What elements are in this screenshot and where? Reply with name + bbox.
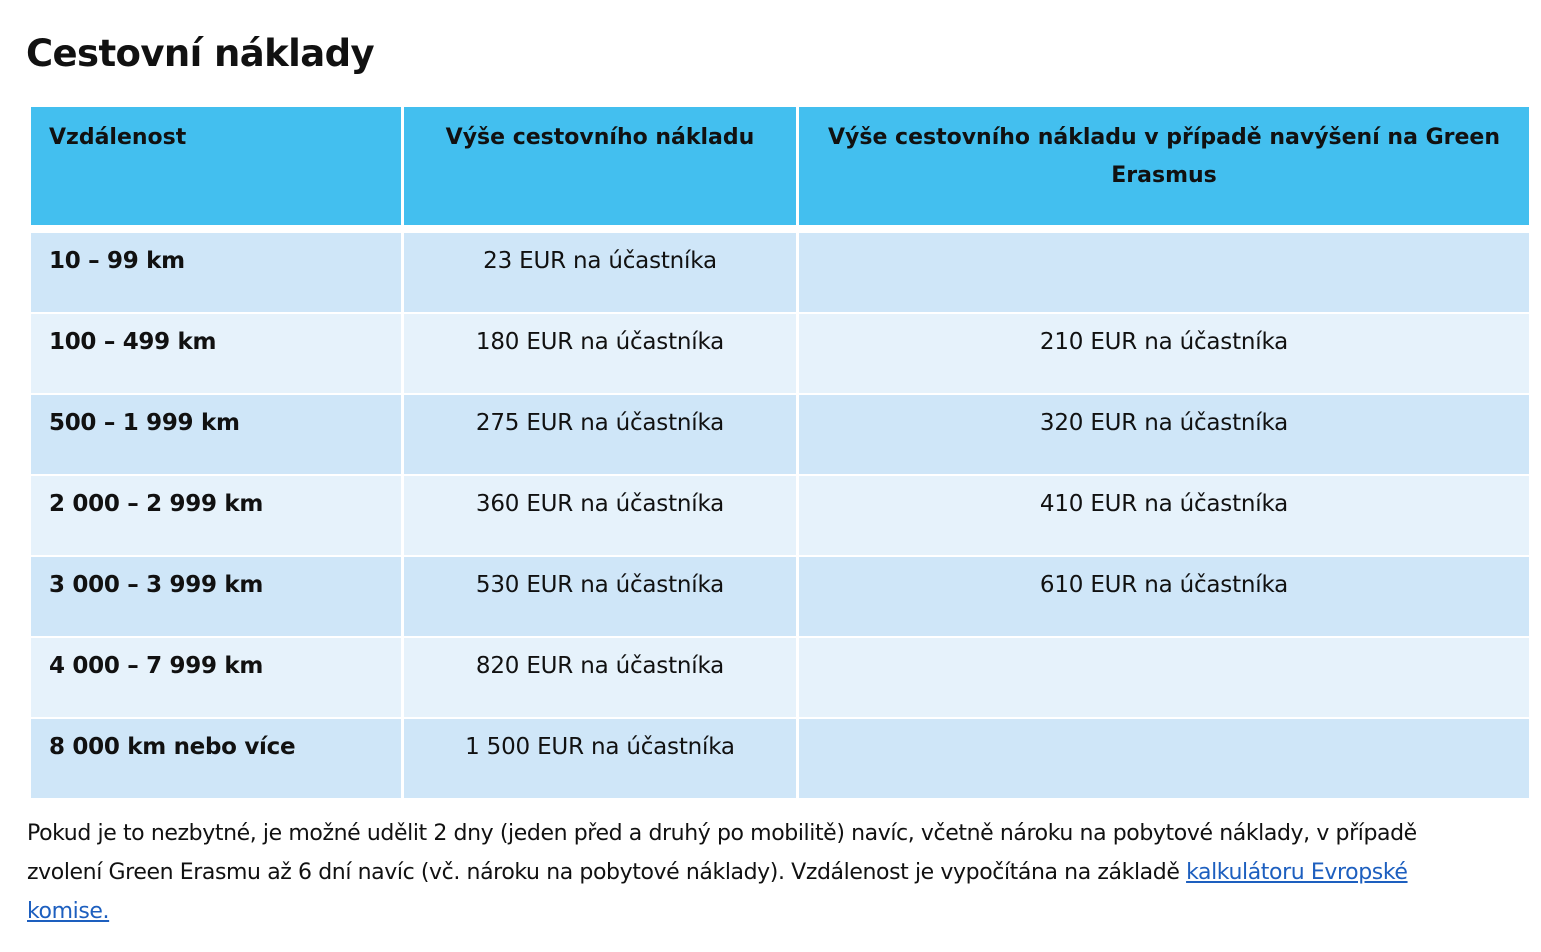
commission-calculator-link[interactable]: kalkulátoru Evropské komise. (27, 860, 1408, 924)
note-text: Pokud je to nezbytné, je možné udělit 2 dny (jeden před a druhý po mobilitě) navíc, včetně nároku na pobytové náklady, v případě zvolení Green Erasmu až 6 dní navíc (vč. nároku na pobytové náklady). Vzdálenost je vypočítána na základě (27, 821, 1417, 885)
table-row (31, 395, 1529, 476)
table-row (31, 476, 1529, 557)
travel-cost-table (28, 107, 1532, 800)
green-amount-cell: 320 EUR na účastníka (799, 395, 1529, 476)
header-distance: Vzdálenost (31, 107, 401, 225)
green-amount-cell (799, 233, 1529, 314)
table-header-row (31, 107, 1529, 225)
amount-cell: 820 EUR na účastníka (404, 638, 796, 719)
distance-cell: 10 – 99 km (31, 233, 401, 314)
table-row (31, 638, 1529, 719)
table-row (31, 314, 1529, 395)
green-amount-cell (799, 719, 1529, 800)
green-amount-cell: 210 EUR na účastníka (799, 314, 1529, 395)
amount-cell: 275 EUR na účastníka (404, 395, 796, 476)
header-green-amount: Výše cestovního nákladu v případě navýšení na Green Erasmus (799, 107, 1529, 225)
table-row (31, 557, 1529, 638)
green-amount-cell: 610 EUR na účastníka (799, 557, 1529, 638)
green-amount-cell: 410 EUR na účastníka (799, 476, 1529, 557)
distance-cell: 2 000 – 2 999 km (31, 476, 401, 557)
amount-cell: 1 500 EUR na účastníka (404, 719, 796, 800)
table-row (31, 233, 1529, 314)
distance-cell: 4 000 – 7 999 km (31, 638, 401, 719)
table-row (31, 719, 1529, 800)
page-title: Cestovní náklady (26, 32, 374, 75)
amount-cell: 360 EUR na účastníka (404, 476, 796, 557)
distance-cell: 3 000 – 3 999 km (31, 557, 401, 638)
amount-cell: 23 EUR na účastníka (404, 233, 796, 314)
amount-cell: 180 EUR na účastníka (404, 314, 796, 395)
green-amount-cell (799, 638, 1529, 719)
header-amount: Výše cestovního nákladu (404, 107, 796, 225)
note-paragraph (27, 814, 1427, 931)
distance-cell: 8 000 km nebo více (31, 719, 401, 800)
distance-cell: 500 – 1 999 km (31, 395, 401, 476)
distance-cell: 100 – 499 km (31, 314, 401, 395)
amount-cell: 530 EUR na účastníka (404, 557, 796, 638)
